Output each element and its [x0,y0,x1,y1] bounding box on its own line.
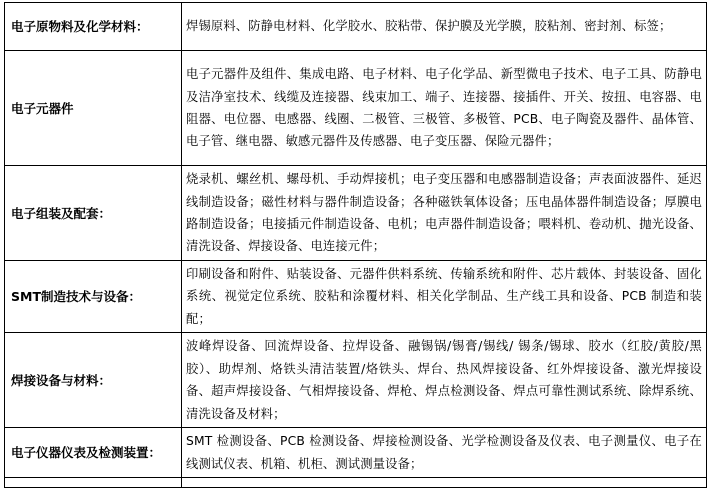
table-row-partial [5,478,707,488]
table-row [5,261,707,333]
table-row [5,428,707,478]
category-items: SMT 检测设备、PCB 检测设备、焊接检测设备、光学检测设备及仪表、电子测量仪、电子在线测试仪表、机箱、机柜、测试测量设备； [182,428,707,478]
category-label: 电子原物料及化学材料： [5,3,182,51]
category-items: 印刷设备和附件、贴装设备、元器件供料系统、传输系统和附件、芯片载体、封装设备、固化系统、视觉定位系统、胶粘和涂覆材料、相关化学制品、生产线工具和设备、PCB 制造和装配； [182,261,707,333]
category-items: 焊锡原料、防静电材料、化学胶水、胶粘带、保护膜及光学膜，胶粘剂、密封剂、标签； [182,3,707,51]
category-label: SMT制造技术与设备： [5,261,182,333]
table-row [5,166,707,261]
category-items: 烧录机、螺丝机、螺母机、手动焊接机；电子变压器和电感器制造设备；声表面波器件、延迟线制造设备；磁性材料与器件制造设备；各种磁铁氧体设备；压电晶体器件制造设备；厚膜电路制造设备；电接插元件制造设备、电机；电声器件制造设备；喂料机、卷动机、抛光设备、清洗设备、焊接设备、电连接元件； [182,166,707,261]
empty-cell [5,478,182,488]
empty-cell [182,478,707,488]
category-items: 波峰焊设备、回流焊设备、拉焊设备、融锡锅/锡膏/锡线/ 锡条/锡球、胶水（红胶/黄胶/黑胶）、助焊剂、烙铁头清洁装置/烙铁头、焊台、热风焊接设备、红外焊接设备、激光焊接设备、超声焊接设备、气相焊接设备、焊枪、焊点检测设备、焊点可靠性测试系统、除焊系统、清洗设备及材料； [182,333,707,428]
table-row [5,333,707,428]
category-label: 电子元器件 [5,51,182,166]
category-label: 电子组装及配套： [5,166,182,261]
table-row [5,51,707,166]
category-items: 电子元器件及组件、集成电路、电子材料、电子化学品、新型微电子技术、电子工具、防静电及洁净室技术、线缆及连接器、线束加工、端子、连接器、接插件、开关、按扭、电容器、电阻器、电位器、电感器、线圈、二极管、三极管、多极管、PCB、电子陶瓷及器件、晶体管、电子管、继电器、敏感元器件及传感器、电子变压器、保险元器件； [182,51,707,166]
table-row [5,3,707,51]
category-table [4,2,707,488]
category-label: 电子仪器仪表及检测装置： [5,428,182,478]
category-label: 焊接设备与材料： [5,333,182,428]
